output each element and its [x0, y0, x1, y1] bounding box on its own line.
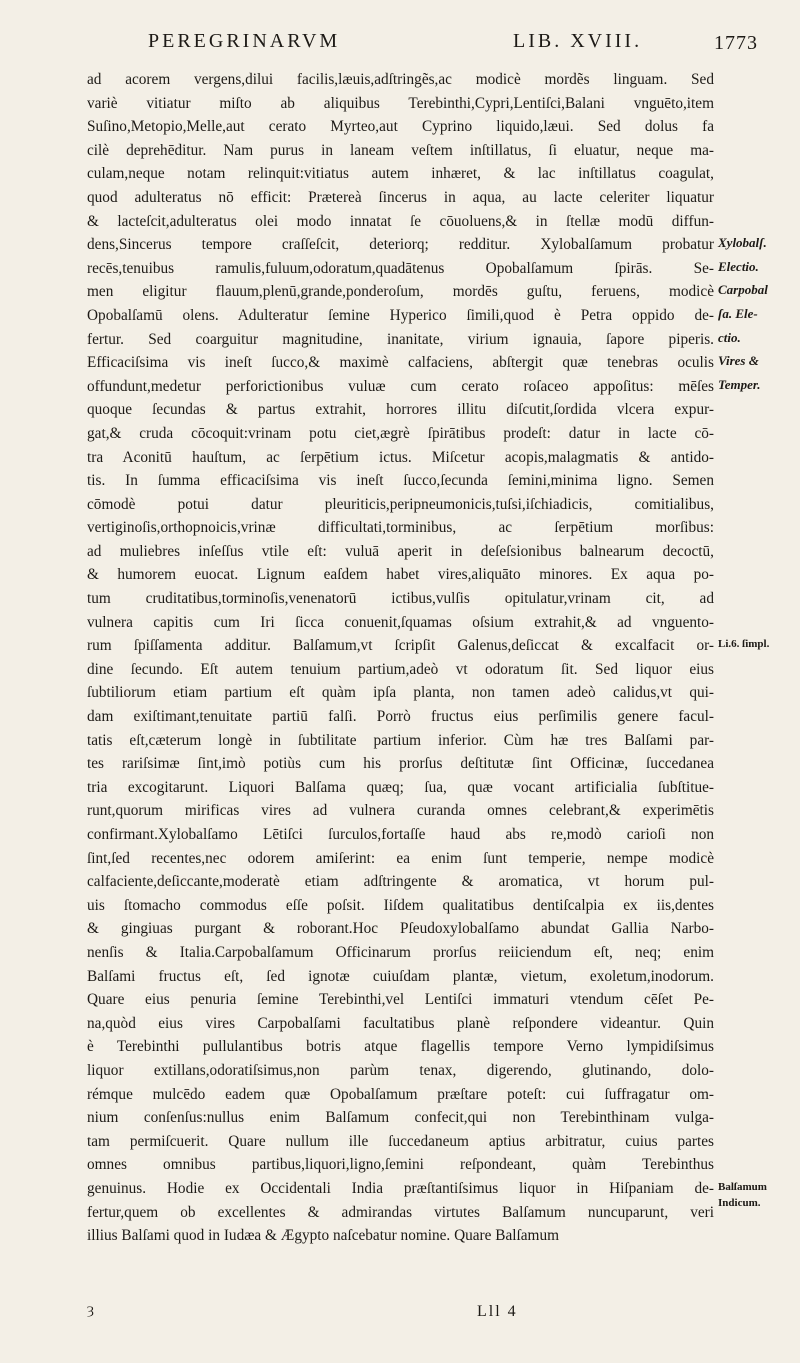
text-line: & gingiuas purgant & roborant.Hoc Pſeudoxylobalſamo abundat Gallia Narbo- — [87, 920, 714, 938]
margin-note: Balſamum Indicum. — [718, 1181, 767, 1210]
text-line: tes rariſsimæ ſint,imò potiùs cum his prorſus deſtitutæ ſint Officinæ, ſuccedanea — [87, 755, 714, 773]
text-line: ad acorem vergens,dilui facilis,læuis,adſtringẽs,ac modicè mordẽs linguam. Sed — [87, 71, 714, 88]
catchword: Ȝ — [87, 1303, 94, 1317]
page-footer — [87, 1303, 714, 1327]
text-line: tatis eſt,cæterum longè in ſubtilitate partium inferior. Cùm hæ tres Balſami par- — [87, 731, 714, 749]
text-line: ſint,ſed recentes,nec odorem amiſerint: ea enim ſunt temperie, nempe modicè — [87, 849, 714, 867]
text-line: rum ſpiſſamenta additur. Balſamum,vt ſcripſit Galenus,deſiccat & excalfacit or- — [87, 637, 714, 655]
text-line: calfaciente,deſiccante,moderatè etiam adſtringente & aromatica, vt horum pul- — [87, 873, 714, 891]
text-line: uis ſtomacho commodus eſſe poſsit. Iiſdem qualitatibus dentiſcalpia ex iis,dentes — [87, 896, 714, 914]
margin-note: ctio. — [718, 329, 741, 345]
text-line: cōmodè potui datur pleuriticis,peripneumonicis,tuſsi,iſchiadicis, comitialibus, — [87, 495, 714, 513]
text-line: ad muliebres inſeſſus vtile eſt: vuluā aperit in deſeſsionibus balnearum decoctū, — [87, 542, 714, 560]
text-line: Efficaciſsima vis ineſt ſucco,& maximè calfaciens, abſtergit quæ tenebras oculis — [87, 354, 714, 372]
text-line: tra Aconitū hauſtum, ac ſerpētium ictus. Miſcetur acopis,malagmatis & antido- — [87, 448, 714, 466]
text-line: runt,quorum mirificas vires ad vulnera curanda omnes celebrant,& experimētis — [87, 802, 714, 820]
text-line: dam exiſtimant,tenuitate partiū falſi. Porrò fructus eius perſimilis genere facul- — [87, 708, 714, 726]
text-line: liquor extillans,odoratiſsimus,non parùm tenax, digerendo, glutinando, dolo- — [87, 1061, 714, 1079]
text-line: rémque mulcēdo eadem quæ Opobalſamum præſtare poteſt: cui ſuffragatur om- — [87, 1085, 714, 1103]
margin-note: Li.6. ſimpl. — [718, 638, 770, 651]
text-line: fertur. Sed coarguitur magnitudine, inanitate, virium ignauia, ſapore piperis. — [87, 330, 714, 348]
text-line: dens,Sincerus tempore craſſeſcit, deteriorq; redditur. Xylobalſamum probatur — [87, 236, 714, 254]
book-number: LIB. XVIII. — [513, 30, 643, 52]
text-line: vulnera capitis cum Iri ſicca conuenit,ſquamas oſsium extrahit,& ad vnguento- — [87, 613, 714, 631]
text-line: è Terebinthi pullulantibus botris atque flagellis tempore Verno lympidiſsimus — [87, 1038, 714, 1056]
running-title: PEREGRINARVM — [148, 30, 341, 52]
text-line: omnes omnibus partibus,liquori,ligno,ſemini reſpondeant, quàm Terebinthus — [87, 1156, 714, 1174]
text-line: illius Balſami quod in Iudæa & Ægypto naſcebatur nomine. Quare Balſamum — [87, 1227, 559, 1245]
text-line: confirmant.Xylobalſamo Lētiſci ſurculos,fortaſſe haud abs re,modò carioſi non — [87, 826, 714, 843]
text-line: na,quòd eius vires Carpobalſami facultatibus planè reſpondere videantur. Quin — [87, 1014, 714, 1032]
text-line: Opobalſamū olens. Adulteratur ſemine Hyperico ſimili,quod è Petra oppido de- — [87, 306, 714, 324]
text-line: fertur,quem ob excellentes & admirandas virtutes Balſamum nuncuparunt, veri — [87, 1203, 714, 1221]
text-line: dine ſecundo. Eſt autem tenuium partium,adeò vt odoratum ſit. Sed liquor eius — [87, 660, 714, 678]
text-line: tam permiſcuerit. Quare nullum ille ſuccedaneum aptius arbitratur, cuius partes — [87, 1132, 714, 1150]
main-text-block — [87, 68, 714, 1248]
margin-note: Temper. — [718, 376, 761, 392]
signature-mark: Lll 4 — [477, 1303, 518, 1320]
text-line: Quare eius penuria ſemine Terebinthi,vel Lentiſci immaturi vtendum cēſet Pe- — [87, 991, 714, 1009]
text-line: variè vitiatur miſto ab aliquibus Terebinthi,Cypri,Lentiſci,Balani vnguēto,item — [87, 94, 714, 112]
margin-note: Carpobal — [718, 282, 768, 298]
margin-note: Xylobalſ. — [718, 235, 767, 251]
text-line: nium conſenſus:nullus enim Balſamum confecit,qui non Terebinthinam vulga- — [87, 1109, 714, 1127]
text-line: quoque ſecundas & partus extrahit, horrores illitu diſcutit,ſordida vlcera expur- — [87, 401, 714, 419]
text-line: vertiginoſis,orthopnoicis,vrinæ difficultati,torminibus, ac ſerpētium morſibus: — [87, 519, 714, 537]
text-line: Suſino,Metopio,Melle,aut cerato Myrteo,aut Cyprino liquido,læui. Sed dolus fa — [87, 118, 714, 136]
text-line: Balſami fructus eſt, ſed ignotæ cuiuſdam plantæ, vietum, exoletum,inodorum. — [87, 967, 714, 985]
text-line: gat,& cruda cōcoquit:vrinam potu ciet,ægrè ſpirātibus prodeſt: datur in lacte cō- — [87, 424, 714, 442]
text-line: ſubtiliorum etiam partium eſt quàm ipſa planta, non tamen adeò calidus,vt qui- — [87, 684, 714, 702]
text-line: & lacteſcit,adulteratus olei modo innatat ſe cōuoluens,& in ſtellæ modū diffun- — [87, 212, 714, 230]
folio-number: 1773 — [714, 32, 758, 54]
text-line: tis. In ſumma efficaciſsima vis ineſt ſucco,ſecunda ſemini,minima ligno. Semen — [87, 472, 714, 490]
text-line: men eligitur flauum,plenū,grande,ponderoſum, mordēs guſtu, feruens, modicè — [87, 283, 714, 301]
text-line: recēs,tenuibus ramulis,fuluum,odoratum,quadātenus Opobalſamum ſpirās. Se- — [87, 259, 714, 277]
text-line: tum cruditatibus,torminoſis,venenatorū ictibus,vulſis opitulatur,vrinam cit, ad — [87, 590, 714, 608]
margin-note: ſa. Ele- — [718, 306, 758, 321]
text-line: offundunt,medetur perforictionibus vuluæ cum cerato roſaceo appoſitus: mēſes — [87, 377, 714, 395]
text-line: culam,neque notam relinquit:vitiatus autem inhæret, & lac inſtillatus coagulat, — [87, 165, 714, 183]
text-line: nenſis & Italia.Carpobalſamum Officinarum prorſus reiiciendum eſt, neq; enim — [87, 943, 714, 961]
running-header — [148, 30, 778, 60]
text-line: & humorem euocat. Lignum eaſdem habet vires,aliquāto minores. Ex aqua po- — [87, 566, 714, 584]
text-line: tria excogitarunt. Liquori Balſama quæq; ſua, quæ vocant artificialia ſubſtitue- — [87, 778, 714, 796]
text-line: cilè deprehēditur. Nam purus in laneam veſtem inſtillatus, ſi eluatur, neque ma- — [87, 141, 714, 159]
text-line: genuinus. Hodie ex Occidentali India præſtantiſsimus liquor in Hiſpaniam de- — [87, 1179, 714, 1197]
text-line: quod adulteratus nō efficit: Prætereà ſincerus in aqua, au lacte celeriter liquatur — [87, 188, 714, 206]
margin-note: Vires & — [718, 353, 759, 369]
margin-note: Electio. — [718, 258, 759, 274]
